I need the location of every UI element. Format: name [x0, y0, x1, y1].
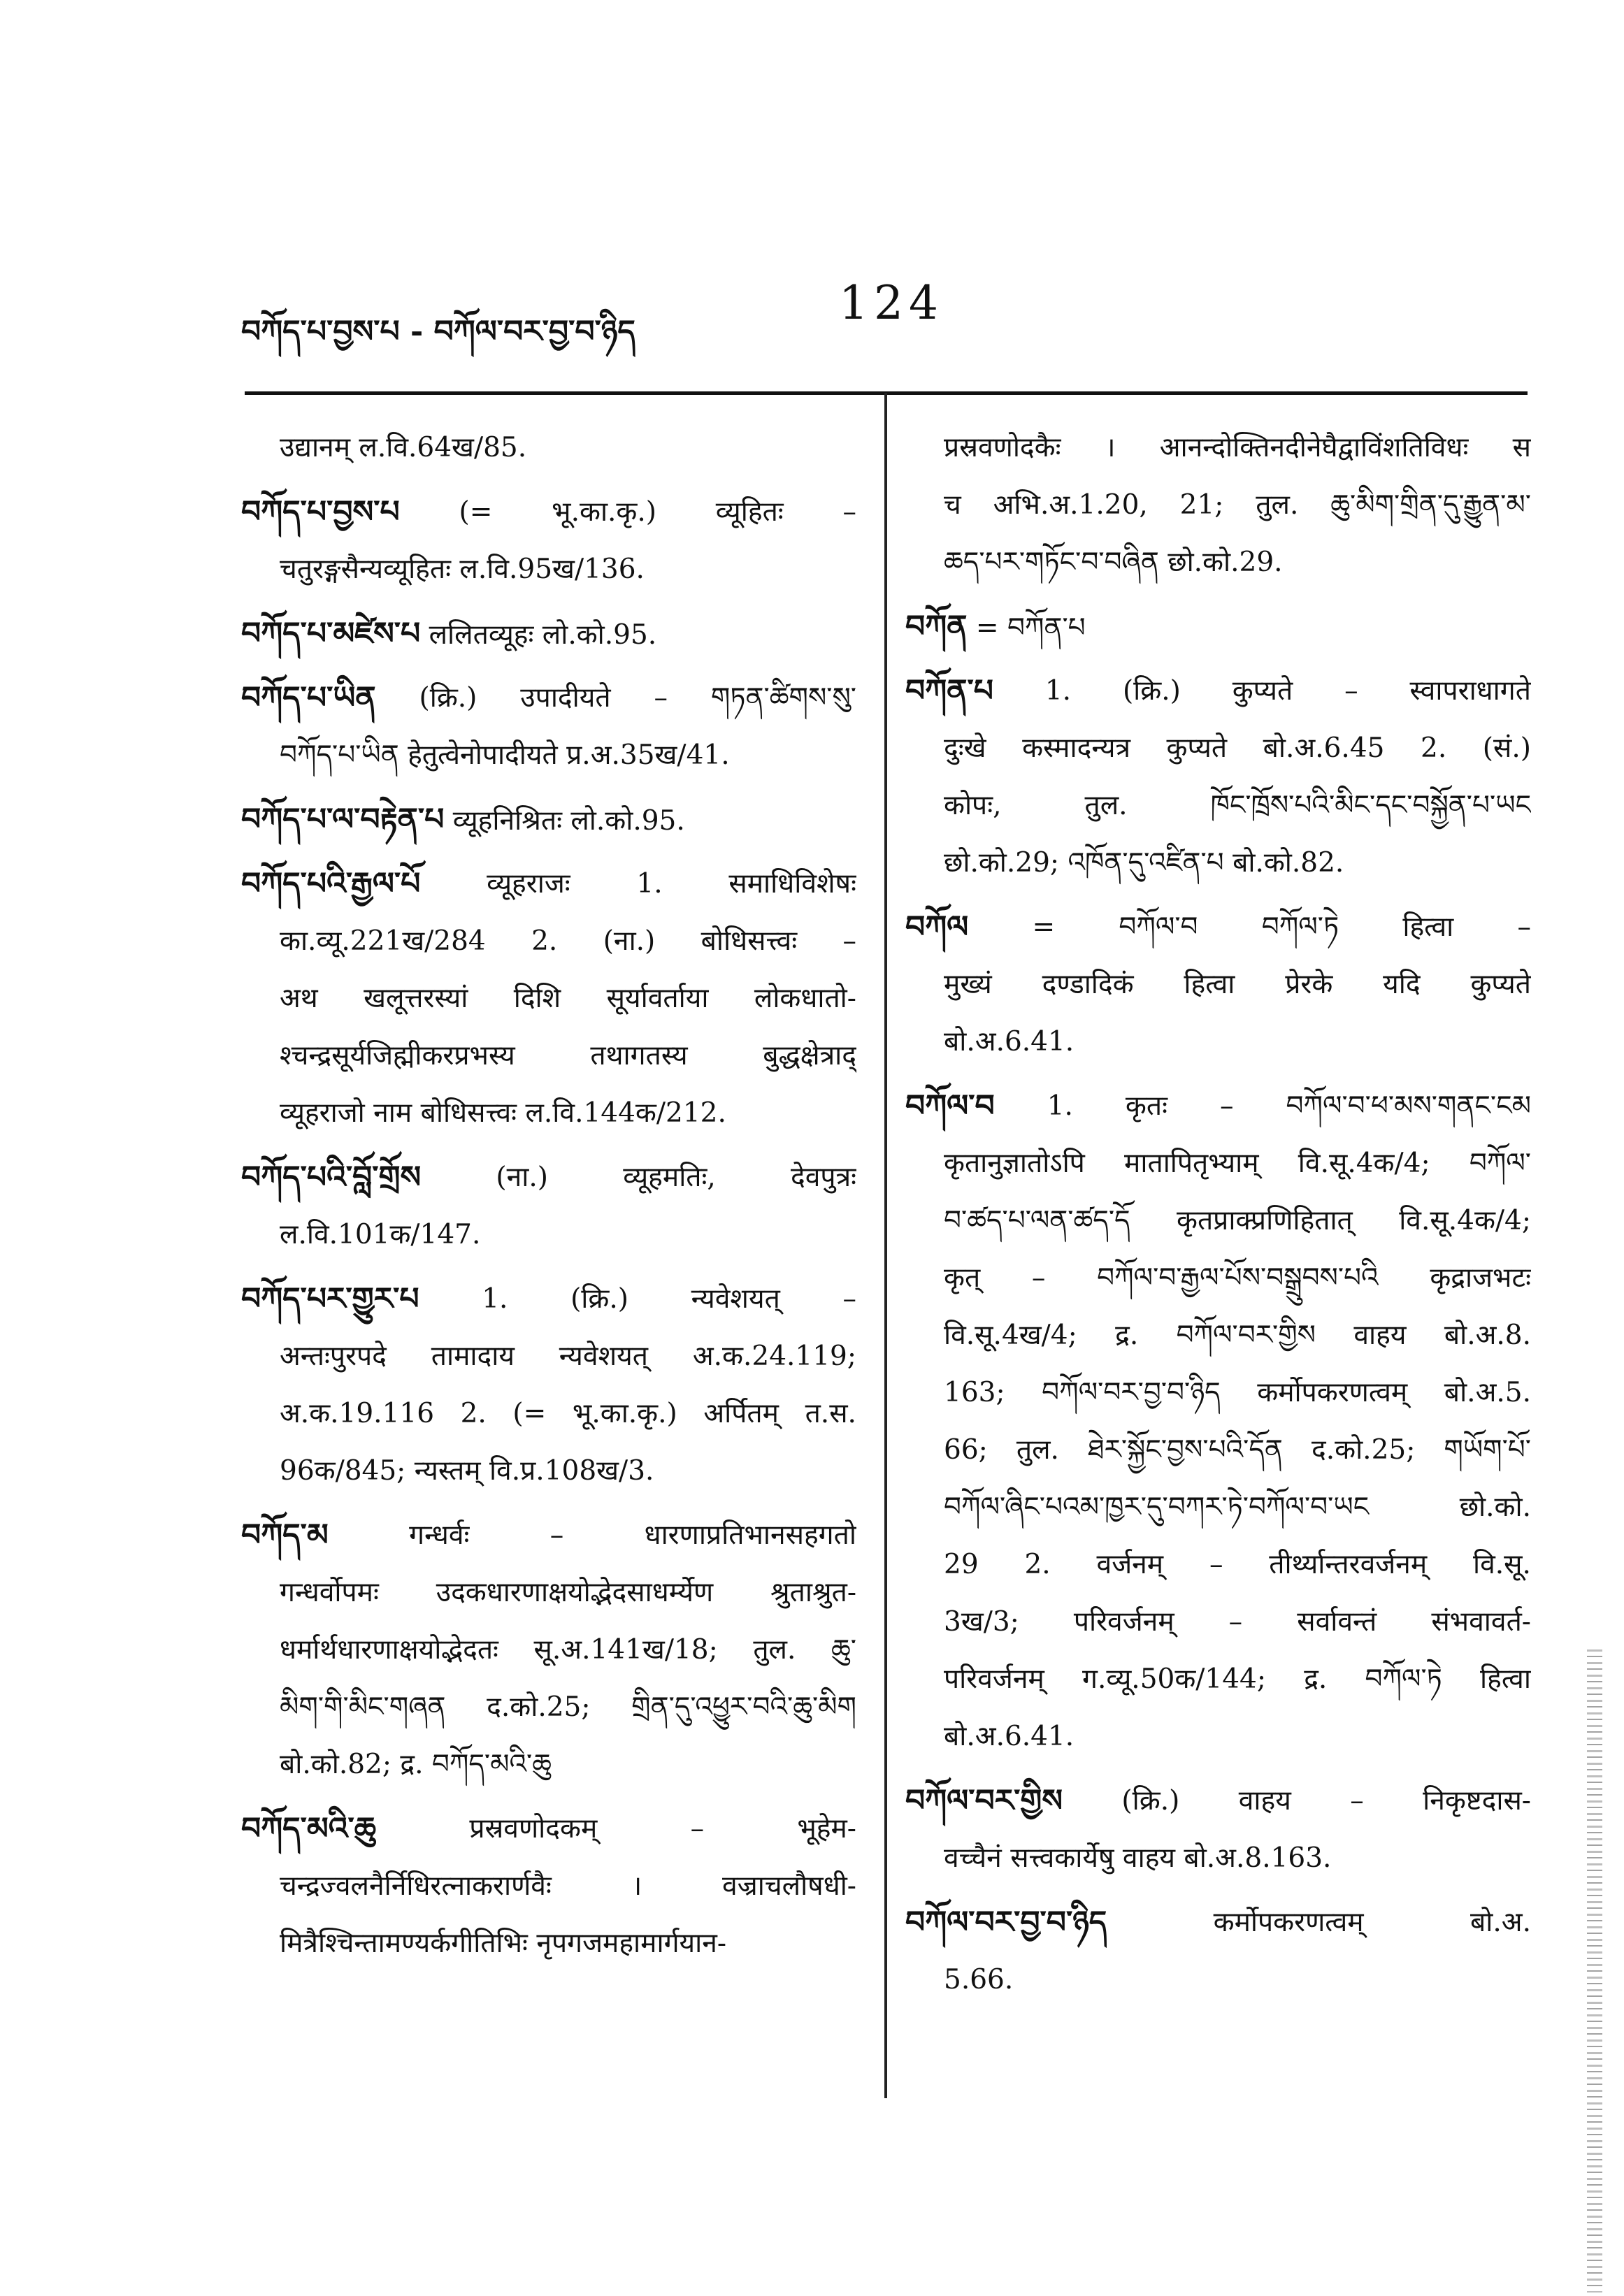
entry-text-line: अन्तःपुरपदे तामादाय न्यवेशयत् अ.क.24.119;: [280, 1341, 856, 1372]
entry-text-line: धर्मार्थधारणाक्षयोद्भेदतः सू.अ.141ख/18; तुल. ཆུ་: [280, 1634, 856, 1666]
entry-text-line: མིག་གི་མིང་གཞན द.को.25; གྲིན་དུ་འཕྱུར་བའི་ཆུ་མིག: [280, 1691, 856, 1723]
entry-text-line: 5.66.: [944, 1964, 1014, 1995]
entry-text-line: प्रस्रवणोदकैः । आनन्दोक्तिनदीनेघैद्वाविंशतिविधः स: [944, 432, 1531, 463]
entry-headline: བཀོད་པའི་བློ་གྲོས (ना.) व्यूहमतिः, देवपुत्रः: [241, 1160, 856, 1195]
entry-headline: བཀོད་པ་བྱས་པ (= भू.का.कृ.) व्यूहितः –: [241, 494, 856, 530]
entry-text-line: का.व्यू.221ख/284 2. (ना.) बोधिसत्त्वः –: [280, 925, 856, 957]
entry-text-line: परिवर्जनम् ग.व्यू.50क/144; द्र. བཀོལ་ཏེ हित्वा: [944, 1663, 1531, 1695]
entry-headline: བཀོན = བཀོན་པ: [905, 609, 1086, 644]
entry-headline: བཀོད་མའི་ཆུ प्रस्रवणोदकम् – भूहेम-: [241, 1811, 856, 1847]
dictionary-entry: [241, 605, 856, 663]
dictionary-entry: [241, 1149, 856, 1264]
entry-text-line: कोपः, तुल. ཁོང་ཁྲོས་པའི་མིང་དང་བསྐྱོན་པ་ཡང: [944, 790, 1531, 821]
entry-headline: བཀོད་པ་མཛེས་པ ललितव्यूहः लो.को.95.: [241, 616, 657, 651]
dictionary-entry: [241, 1800, 856, 1972]
entry-continuation: [241, 419, 856, 477]
entry-continuation: [905, 419, 1531, 591]
entry-text-line: बो.को.82; द्र. བཀོད་མའི་ཆུ: [280, 1749, 552, 1780]
entry-text-line: चन्द्रज्वलनैर्निधिरत्नाकरार्णवैः । वज्राचलौषधी-: [280, 1870, 856, 1902]
entry-headline: བཀོལ་བར་བྱ་བ་ཉིད कर्मोपकरणत्वम् बो.अ.: [905, 1905, 1531, 1940]
entry-text-line: मुख्यं दण्डादिकं हित्वा प्रेरके यदि कुप्यते: [944, 969, 1531, 1000]
entry-text-line: वि.सू.4ख/4; द्र. བཀོལ་བར་གྱིས वाहय बो.अ.8.: [944, 1320, 1531, 1351]
page-number: 124: [839, 276, 944, 330]
entry-headline: བཀོན་པ 1. (क्रि.) कुप्यते – स्वापराधागते: [905, 673, 1531, 709]
entry-headline: བཀོད་མ गन्धर्वः – धारणाप्रतिभानसहगतो: [241, 1517, 856, 1553]
entry-text-line: वच्चैनं सत्त्वकार्येषु वाहय बो.अ.8.163.: [944, 1842, 1332, 1874]
dictionary-entry: [905, 1772, 1531, 1887]
entry-text-line: བཀོལ་ཞིང་པའམ་ཁྱར་དུ་བཀར་ཏེ་བཀོལ་བ་ཡང छो.को.: [944, 1492, 1531, 1523]
entry-headline: བཀོལ་བར་གྱིས (क्रि.) वाहय – निकृष्टदास-: [905, 1783, 1531, 1819]
left-column: [241, 419, 856, 1979]
entry-text-line: मित्रैश्चिन्तामण्यर्कगीतिभिः नृपगजमहामार्गयान-: [280, 1928, 727, 1959]
entry-text-line: अ.क.19.116 2. (= भू.का.कृ.) अर्पितम् त.स.: [280, 1398, 856, 1429]
entry-text-line: 29 2. वर्जनम् – तीर्थ्यान्तरवर्जनम् वि.सू.: [944, 1549, 1531, 1580]
dictionary-entry: [905, 1078, 1531, 1766]
entry-headline: བཀོད་པར་གྱུར་པ 1. (क्रि.) न्यवेशयत् –: [241, 1281, 856, 1317]
entry-text-line: ल.वि.101क/147.: [280, 1219, 481, 1250]
entry-text-line: 163; བཀོལ་བར་བྱ་བ་ཉིད कर्मोपकरणत्वम् बो.अ.5.: [944, 1377, 1531, 1408]
entry-headline: བཀོད་པ་ལ་བརྟེན་པ व्यूहनिश्रितः लो.को.95.: [241, 802, 685, 837]
scan-edge-mark: [1587, 1649, 1602, 2293]
entry-text-line: 66; तुल. ཐེར་སྐྱོང་བྱས་པའི་དོན द.को.25; གཡོག་པོ་: [944, 1434, 1531, 1466]
entry-text-line: च अभि.अ.1.20, 21; तुल. ཆུ་མིག་གྲིན་དུ་རྒྱུན་མ་: [944, 489, 1531, 521]
entry-headline: བཀོད་པ་ཡིན (क्रि.) उपादीयते – གཏན་ཚིགས་སུ་: [241, 680, 856, 716]
entry-text-line: श्चन्द्रसूर्यजिह्मीकरप्रभस्य तथागतस्य बुद्धक्षेत्राद्: [280, 1040, 856, 1071]
entry-text-line: अथ खलूत्तरस्यां दिशि सूर्यावर्ताया लोकधातो-: [280, 983, 856, 1014]
entry-text-line: བཀོད་པ་ཡིན हेतुत्वेनोपादीयते प्र.अ.35ख/41.: [280, 739, 730, 771]
entry-text-line: चतुरङ्गसैन्यव्यूहितः ल.वि.95ख/136.: [280, 554, 645, 585]
header-entry-range: བཀོད་པ་བྱས་པ - བཀོལ་བར་བྱ་བ་ཉིད: [241, 314, 635, 349]
dictionary-entry: [241, 791, 856, 849]
entry-text-line: बो.अ.6.41.: [944, 1026, 1075, 1057]
dictionary-entry: [905, 899, 1531, 1071]
dictionary-entry: [905, 663, 1531, 892]
dictionary-entry: [241, 484, 856, 598]
dictionary-entry: [241, 1271, 856, 1500]
entry-text-line: བ་ཚད་པ་ལན་ཚད་དོ कृतप्राक्प्रणिहितात् वि.सू.4क/4;: [944, 1205, 1531, 1236]
entry-text-line: उद्यानम् ल.वि.64ख/85.: [280, 432, 527, 463]
right-column: [905, 419, 1531, 2016]
dictionary-entry: [241, 670, 856, 784]
column-divider: [884, 393, 887, 2098]
page-header: [241, 276, 1514, 353]
entry-text-line: ཆད་པར་གཏོང་བ་བཞིན छो.को.29.: [944, 547, 1283, 578]
dictionary-entry: [905, 598, 1531, 656]
dictionary-entry: [241, 1507, 856, 1793]
entry-headline: བཀོད་པའི་རྒྱལ་པོ व्यूहराजः 1. समाधिविशेषः: [241, 866, 856, 902]
entry-headline: བཀོལ་བ 1. कृतः – བཀོལ་བ་ཕ་མས་གནང་ངམ: [905, 1088, 1531, 1124]
entry-text-line: गन्धर्वोपमः उदकधारणाक्षयोद्भेदसाधर्म्येण श्रुताश्रुत-: [280, 1577, 856, 1608]
entry-text-line: बो.अ.6.41.: [944, 1721, 1075, 1752]
entry-text-line: कृतानुज्ञातोऽपि मातापितृभ्याम् वि.सू.4क/4; བཀོལ་: [944, 1148, 1531, 1179]
entry-text-line: 96क/845; न्यस्तम् वि.प्र.108ख/3.: [280, 1455, 654, 1487]
entry-text-line: 3ख/3; परिवर्जनम् – सर्वावन्तं संभवावर्त-: [944, 1606, 1531, 1638]
entry-text-line: कृत् – བཀོལ་བ་རྒྱལ་པོས་བསྒྲུབས་པའི कृद्राजभटः: [944, 1262, 1531, 1294]
dictionary-entry: [905, 1894, 1531, 2009]
entry-text-line: छो.को.29; འཁོན་དུ་འཛིན་པ बो.को.82.: [944, 847, 1344, 879]
entry-text-line: व्यूहराजो नाम बोधिसत्त्वः ल.वि.144क/212.: [280, 1097, 726, 1129]
dictionary-entry: [241, 855, 856, 1142]
entry-headline: བཀོལ = བཀོལ་བ བཀོལ་ཏེ हित्वा –: [905, 909, 1531, 945]
entry-text-line: दुःखे कस्मादन्यत्र कुप्यते बो.अ.6.45 2. (सं.): [944, 732, 1531, 764]
